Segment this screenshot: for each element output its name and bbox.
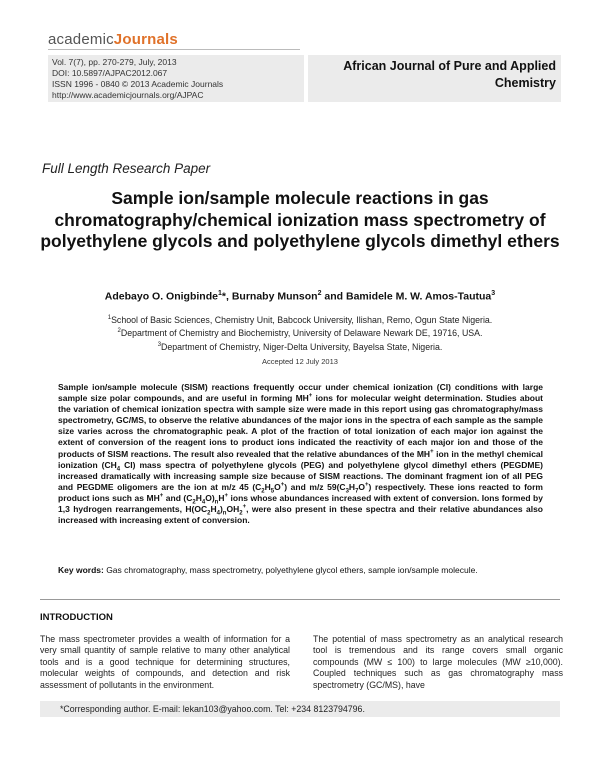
intro-column-right: The potential of mass spectrometry as an analytical research tool is tremendous and its range covers small organic compounds (MW ≤ 100) to large molecules (MW ≥10,000). Coupled techniques such as gas chromatography mass spectrometry (GC/MS), have xyxy=(313,634,563,690)
keywords: Key words: Gas chromatography, mass spectrometry, polyethylene glycol ethers, sample ion/sample molecule. xyxy=(58,565,478,575)
journal-name: African Journal of Pure and Applied Chemistry xyxy=(343,59,556,90)
section-divider xyxy=(40,599,560,600)
keywords-label: Key words: xyxy=(58,565,104,575)
paper-title: Sample ion/sample molecule reactions in gas chromatography/chemical ionization mass spectrometry of polyethylene glycols and polyethylene glycols dimethyl ethers xyxy=(40,188,560,251)
author-1: Adebayo O. Onigbinde xyxy=(104,290,218,303)
affiliation-3: $^3$Department of Chemistry, Niger-Delta University, Bayelsa State, Nigeria. xyxy=(157,341,443,352)
journal-meta xyxy=(52,57,223,101)
intro-column-left: The mass spectrometer provides a wealth of information for a very small quantity of sample relative to many other analytical tools and is a good technique for determining structures, molecular weights of compounds, and detection and risk assessment of pollutants in the environment. xyxy=(40,634,290,690)
accepted-date: Accepted 12 July 2013 xyxy=(262,357,338,366)
author-3: Bamidele M. W. Amos-Tautua xyxy=(346,290,492,303)
affiliation-1: $^1$School of Basic Sciences, Chemistry Unit, Babcock University, Ilishan, Remo, Ogun State Nigeria. xyxy=(107,314,493,325)
section-heading-introduction: INTRODUCTION xyxy=(40,612,113,623)
meta-issn: ISSN 1996 - 0840 © 2013 Academic Journals xyxy=(52,79,224,89)
publisher-logo: academicJournals xyxy=(48,31,178,48)
meta-doi: DOI: 10.5897/AJPAC2012.067 xyxy=(52,68,168,78)
logo-underline xyxy=(48,49,300,50)
meta-volume: Vol. 7(7), pp. 270-279, July, 2013 xyxy=(52,57,177,67)
corresponding-author-footnote: *Corresponding author. E-mail: lekan103@yahoo.com. Tel: +234 8123794796. xyxy=(60,704,365,714)
author-2: Burnaby Munson xyxy=(231,290,318,303)
abstract: Sample ion/sample molecule (SISM) reactions frequently occur under chemical ionization (CI) conditions with large sample size polar compounds, and are useful in forming MH+ ions for molecular weight determination. Studies about the variation of chemical ionization spectra with sample size were made in this report using gas chromatography/mass spectrometry, GC/MS, to observe the relative abundances of the major ions in the spectra of each sample as the sample size varies across the chromatographic peak. A plot of the fraction of total ionization of each major ion against the extent of conversion of the reagent ions to product ions indicated the reactivity of each major ion and those of the products of SISM reactions. The result also revealed that the relative abundances of the MH+ ion in the methyl chemical ionization ($CH_4$ CI) mass spectra of polyethylene glycols (PEG) and polyethylene glycol dimethyl ethers (PEGDME) increased dramatically with increasing sample size because of SISM reactions. The dominant fragment ion of all PEG and PEGDME oligomers are the ion at m/z 45 $(C_2H_5O^+)$ and m/z $59(C_3H_7O^+)$ respectively. These ions reacted to form product ions such as MH+ and $(C_2H_4O)_nH^+$ ions whose abundances increased with extent of conversion. Ions formed by 1,3 hydrogen rearrangements, $H(OC_2H_4)_nOH_2^+$, were also present in these spectra and their relative abundances also increased with increasing extent of conversion. xyxy=(58,382,544,526)
meta-url[interactable]: http://www.academicjournals.org/AJPAC xyxy=(52,90,204,100)
affiliations xyxy=(40,313,560,353)
paper-type: Full Length Research Paper xyxy=(42,161,211,176)
affiliation-2: $^2$Department of Chemistry and Biochemistry, University of Delaware Newark DE, 19716, USA. xyxy=(117,328,483,339)
author-list: Adebayo O. Onigbinde$^1$*, Burnaby Munson$^2$ and Bamidele M. W. Amos-Tautua$^3$ xyxy=(104,290,496,303)
